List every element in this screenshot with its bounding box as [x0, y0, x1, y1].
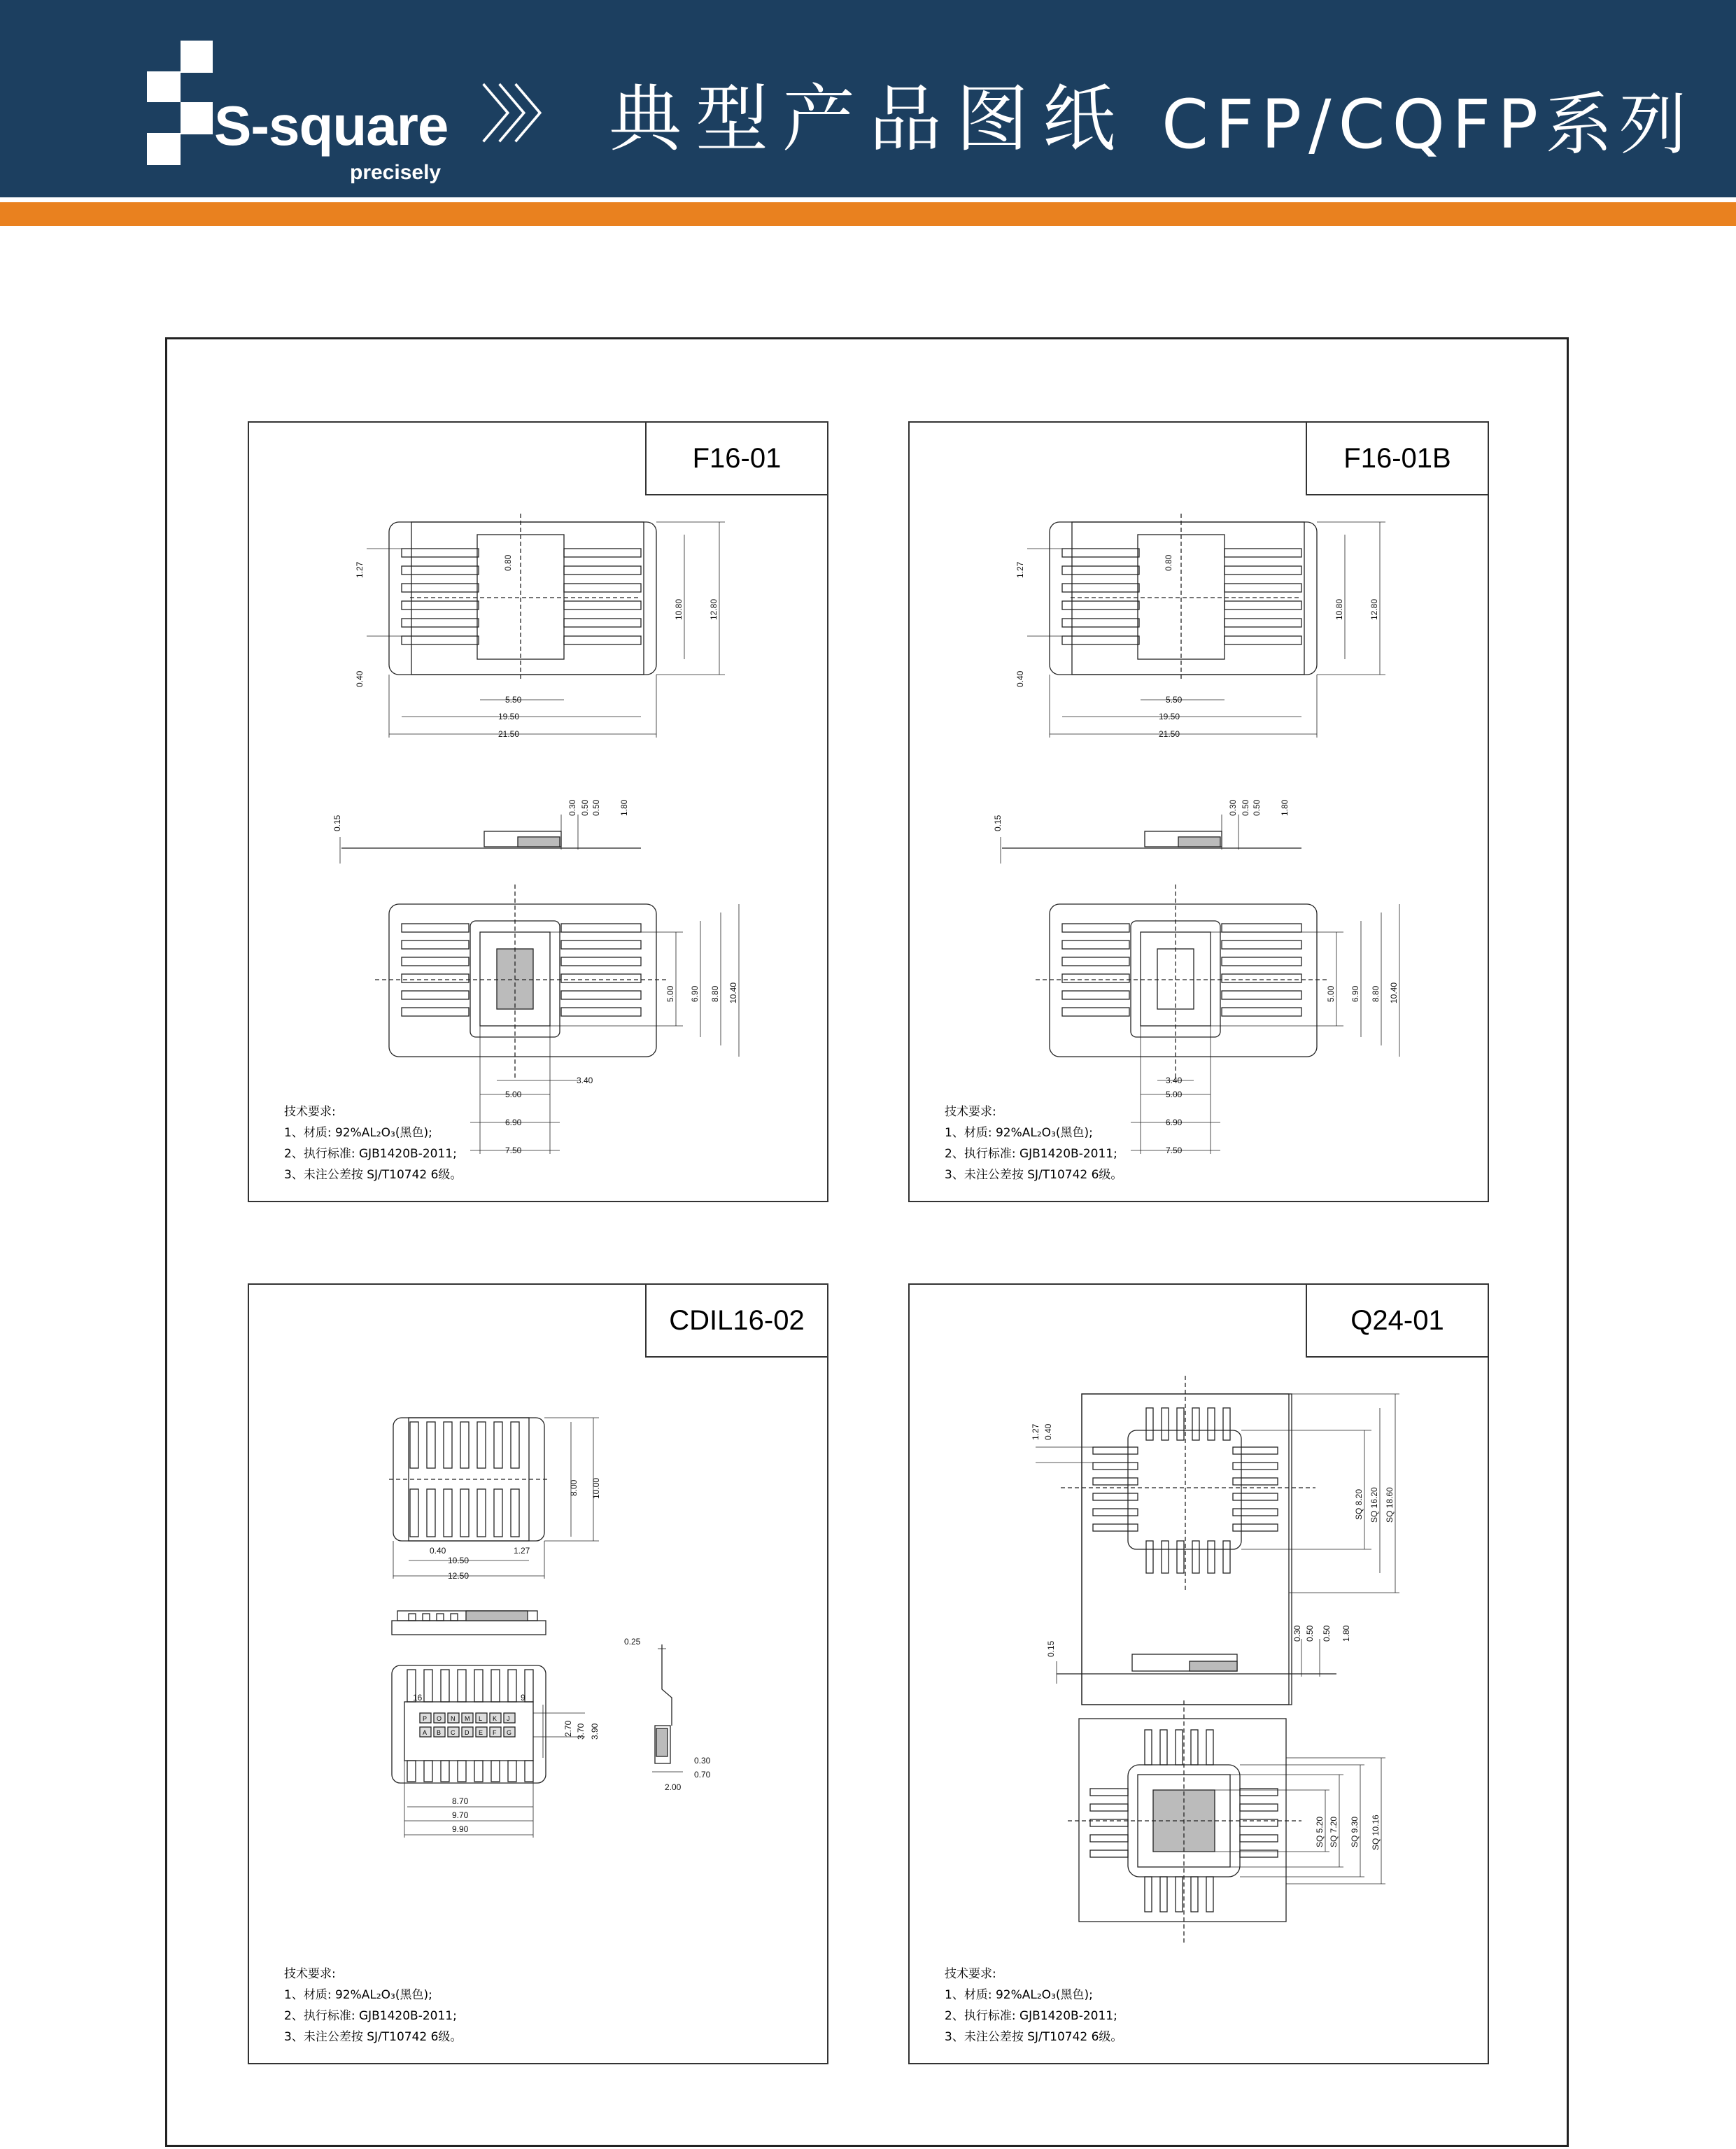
dim-label: 12.50: [448, 1571, 470, 1581]
dim-label: 5.00: [1166, 1090, 1183, 1099]
notes-standard: 2、执行标准: GJB1420B-2011;: [284, 1147, 457, 1161]
page-title: 典型产品图纸: [609, 76, 1130, 162]
dim-label: 0.50: [591, 799, 601, 816]
drawing-panel-f16-01: [248, 421, 828, 1202]
dim-label: 1.80: [1341, 1625, 1351, 1642]
notes-heading: 技术要求:: [284, 1105, 336, 1119]
dim-label: 8.70: [452, 1796, 469, 1806]
brand-name: S-square: [214, 94, 449, 157]
chevron-arrows-icon: 〉〉〉: [480, 80, 560, 150]
dim-label: SQ 18.60: [1385, 1487, 1395, 1523]
pad-label: L: [479, 1715, 483, 1722]
tech-requirements: [945, 1101, 1122, 1185]
header-banner: [0, 0, 1736, 197]
dim-label: 0.40: [430, 1546, 446, 1556]
dim-label: 3.70: [576, 1723, 586, 1740]
panel-title: F16-01: [645, 421, 828, 495]
dim-label: 0.40: [355, 670, 365, 687]
dim-label: 5.00: [1326, 985, 1336, 1002]
dim-label: 3.90: [590, 1723, 600, 1740]
dim-label: 10.40: [1389, 982, 1399, 1003]
drawing-panel-cdil16-02: [248, 1283, 828, 2064]
brand-tagline: precisely: [350, 161, 442, 184]
dim-label: 3.40: [577, 1076, 593, 1085]
dim-label: 0.50: [1305, 1625, 1315, 1642]
notes-tolerance: 3、未注公差按 SJ/T10742 6级。: [945, 2030, 1123, 2044]
dim-label: SQ 5.20: [1315, 1816, 1325, 1847]
dim-label: 8.80: [710, 985, 720, 1002]
dim-label: 6.90: [505, 1118, 522, 1127]
dim-label: 9.70: [452, 1810, 469, 1820]
notes-tolerance: 3、未注公差按 SJ/T10742 6级。: [284, 1168, 463, 1182]
dim-label: 1.27: [355, 561, 365, 578]
dim-label: 0.40: [1043, 1423, 1053, 1440]
dim-label: 7.50: [1166, 1146, 1183, 1155]
dim-label: 0.50: [580, 799, 590, 816]
dim-label: 1.27: [1015, 561, 1025, 578]
pin-number: 16: [413, 1693, 423, 1703]
pad-label: A: [423, 1729, 428, 1736]
notes-material: 1、材质: 92%AL₂O₃(黑色);: [284, 1988, 432, 2002]
dim-label: 12.80: [1369, 598, 1379, 620]
dim-label: 6.90: [1166, 1118, 1183, 1127]
dim-label: 19.50: [1159, 712, 1180, 721]
drawing-panel-q24-01: [908, 1283, 1489, 2064]
notes-heading: 技术要求:: [284, 1967, 336, 1981]
dim-label: 5.00: [505, 1090, 522, 1099]
pad-label: N: [451, 1715, 456, 1722]
notes-heading: 技术要求:: [945, 1967, 996, 1981]
dim-label: SQ 8.20: [1354, 1488, 1364, 1520]
dim-label: 7.50: [505, 1146, 522, 1155]
dim-label: SQ 10.16: [1371, 1815, 1381, 1850]
dim-label: 0.70: [694, 1770, 711, 1780]
pad-label: E: [479, 1729, 484, 1736]
panel-title: Q24-01: [1306, 1283, 1489, 1358]
dim-label: 21.50: [498, 729, 520, 739]
pad-label: O: [437, 1715, 442, 1722]
pad-label: G: [507, 1729, 512, 1736]
dim-label: 0.80: [503, 554, 513, 571]
dim-label: 0.15: [993, 815, 1003, 831]
pad-label: J: [507, 1715, 510, 1722]
dim-label: 5.00: [665, 985, 675, 1002]
drawing-panel-f16-01b: [908, 421, 1489, 1202]
dim-label: 0.30: [567, 799, 577, 816]
dim-label: 5.50: [505, 695, 522, 705]
pad-label: D: [465, 1729, 470, 1736]
notes-heading: 技术要求:: [945, 1105, 996, 1119]
notes-material: 1、材质: 92%AL₂O₃(黑色);: [945, 1988, 1093, 2002]
dim-label: 0.30: [1228, 799, 1238, 816]
dim-label: 0.30: [694, 1756, 711, 1766]
notes-standard: 2、执行标准: GJB1420B-2011;: [945, 1147, 1117, 1161]
dim-label: 0.25: [624, 1637, 641, 1647]
dim-label: 2.00: [665, 1782, 682, 1792]
dim-label: 0.80: [1164, 554, 1173, 571]
notes-standard: 2、执行标准: GJB1420B-2011;: [284, 2009, 457, 2023]
dim-label: 5.50: [1166, 695, 1183, 705]
dim-label: 6.90: [690, 985, 700, 1002]
dim-label: 10.50: [448, 1556, 470, 1565]
panel-title: CDIL16-02: [645, 1283, 828, 1358]
dim-label: 1.27: [1031, 1423, 1040, 1440]
package-drawing: [249, 423, 830, 1204]
notes-tolerance: 3、未注公差按 SJ/T10742 6级。: [284, 2030, 463, 2044]
pad-label: F: [493, 1729, 497, 1736]
dim-label: 0.50: [1252, 799, 1262, 816]
dim-label: 12.80: [709, 598, 719, 620]
pad-label: P: [423, 1715, 428, 1722]
tech-requirements: [284, 1101, 462, 1185]
pad-label: B: [437, 1729, 442, 1736]
accent-stripe: [0, 202, 1736, 226]
dim-label: 0.30: [1292, 1625, 1302, 1642]
dim-label: 0.40: [1015, 670, 1025, 687]
dim-label: 0.50: [1322, 1625, 1332, 1642]
package-drawing: [910, 1285, 1490, 2066]
dim-label: 10.00: [591, 1477, 601, 1499]
dim-label: 1.27: [514, 1546, 530, 1556]
dim-label: SQ 9.30: [1350, 1816, 1360, 1847]
dim-label: 10.80: [674, 598, 684, 620]
notes-material: 1、材质: 92%AL₂O₃(黑色);: [284, 1126, 432, 1140]
dim-label: 2.70: [563, 1720, 573, 1737]
dim-label: 1.80: [1280, 799, 1290, 816]
dim-label: 10.80: [1334, 598, 1344, 620]
notes-standard: 2、执行标准: GJB1420B-2011;: [945, 2009, 1117, 2023]
dim-label: 19.50: [498, 712, 520, 721]
dim-label: 9.90: [452, 1824, 469, 1834]
dim-label: 6.90: [1350, 985, 1360, 1002]
dim-label: 0.50: [1241, 799, 1250, 816]
notes-tolerance: 3、未注公差按 SJ/T10742 6级。: [945, 1168, 1123, 1182]
pad-label: K: [493, 1715, 497, 1722]
package-drawing: [910, 423, 1490, 1204]
dim-label: 8.80: [1371, 985, 1381, 1002]
dim-label: 21.50: [1159, 729, 1180, 739]
tech-requirements: [945, 1964, 1122, 2048]
tech-requirements: [284, 1964, 462, 2048]
dim-label: SQ 7.20: [1329, 1816, 1339, 1847]
dim-label: 0.15: [1046, 1640, 1056, 1657]
dim-label: 0.15: [332, 815, 342, 831]
dim-label: 1.80: [619, 799, 629, 816]
logo-mark: [147, 41, 224, 167]
pin-number: 9: [521, 1693, 525, 1703]
pad-label: C: [451, 1729, 456, 1736]
package-drawing: [249, 1285, 830, 2066]
notes-material: 1、材质: 92%AL₂O₃(黑色);: [945, 1126, 1093, 1140]
panel-title: F16-01B: [1306, 421, 1489, 495]
series-title: CFP/CQFP系列: [1162, 85, 1694, 164]
dim-label: 3.40: [1166, 1076, 1183, 1085]
dim-label: 10.40: [728, 982, 738, 1003]
dim-label: SQ 16.20: [1369, 1487, 1379, 1523]
dim-label: 8.00: [569, 1479, 579, 1496]
pad-label: M: [465, 1715, 470, 1722]
